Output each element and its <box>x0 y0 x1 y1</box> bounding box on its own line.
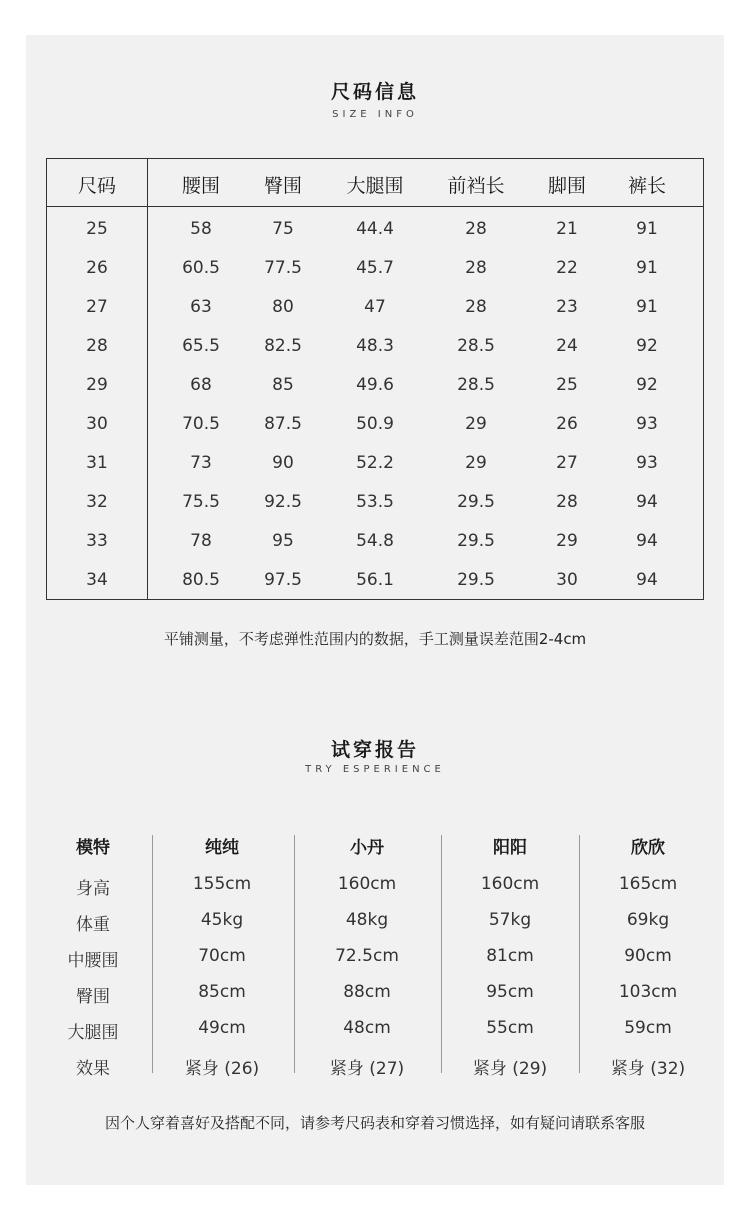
try-table-cell: 紧身 (32) <box>610 1059 686 1079</box>
size-table-cell: 24 <box>556 336 578 356</box>
try-table-cell: 70cm <box>198 946 246 966</box>
size-table-cell: 91 <box>636 258 658 278</box>
size-table-cell: 54.8 <box>356 531 394 551</box>
size-table-cell: 94 <box>636 492 658 512</box>
try-header-cell: 小丹 <box>350 838 384 858</box>
size-table-cell: 48.3 <box>356 336 394 356</box>
try-table-cell: 48kg <box>345 910 389 930</box>
try-table-divider <box>294 835 295 1073</box>
size-table-cell: 25 <box>86 219 108 239</box>
size-table-cell: 75.5 <box>182 492 220 512</box>
size-table-cell: 80.5 <box>182 570 220 590</box>
content-panel <box>26 35 724 1185</box>
size-table-cell: 27 <box>86 297 108 317</box>
size-table-divider-horizontal <box>47 206 703 207</box>
size-table-cell: 22 <box>556 258 578 278</box>
size-table-cell: 32 <box>86 492 108 512</box>
size-table-cell: 28 <box>465 219 487 239</box>
size-info-title: 尺码信息 <box>330 81 419 103</box>
try-table-cell: 95cm <box>486 982 534 1002</box>
size-table-cell: 26 <box>556 414 578 434</box>
try-header-cell: 模特 <box>76 838 110 858</box>
size-table-cell: 47 <box>364 297 386 317</box>
size-table-cell: 82.5 <box>264 336 302 356</box>
size-header-cell: 裤长 <box>627 175 667 197</box>
try-table-divider <box>579 835 580 1073</box>
try-table-cell: 紧身 (27) <box>329 1059 405 1079</box>
size-table-cell: 91 <box>636 297 658 317</box>
try-table-cell: 49cm <box>198 1018 246 1038</box>
try-table-cell: 55cm <box>486 1018 534 1038</box>
size-table-cell: 28 <box>465 258 487 278</box>
try-table-cell: 81cm <box>486 946 534 966</box>
size-table-cell: 28 <box>465 297 487 317</box>
size-table-cell: 30 <box>556 570 578 590</box>
size-table-cell: 91 <box>636 219 658 239</box>
size-header-cell: 脚围 <box>547 175 587 197</box>
try-table-cell: 紧身 (26) <box>184 1059 260 1079</box>
size-table-cell: 56.1 <box>356 570 394 590</box>
size-header-cell: 臀围 <box>263 175 303 197</box>
size-table-cell: 95 <box>272 531 294 551</box>
size-table-cell: 93 <box>636 453 658 473</box>
size-table-cell: 34 <box>86 570 108 590</box>
size-table-cell: 28 <box>86 336 108 356</box>
size-table-cell: 29 <box>465 453 487 473</box>
size-table-cell: 49.6 <box>356 375 394 395</box>
try-row-label: 效果 <box>76 1059 110 1079</box>
size-table-cell: 23 <box>556 297 578 317</box>
size-table-cell: 26 <box>86 258 108 278</box>
try-header-cell: 阳阳 <box>493 838 527 858</box>
size-table-cell: 53.5 <box>356 492 394 512</box>
try-table-cell: 57kg <box>488 910 532 930</box>
size-table-cell: 85 <box>272 375 294 395</box>
size-table-cell: 52.2 <box>356 453 394 473</box>
size-table-cell: 77.5 <box>264 258 302 278</box>
try-table-cell: 45kg <box>200 910 244 930</box>
size-table-cell: 70.5 <box>182 414 220 434</box>
try-table-cell: 155cm <box>192 874 252 894</box>
try-row-label: 臀围 <box>76 987 110 1007</box>
size-table-cell: 29.5 <box>457 531 495 551</box>
size-table-cell: 44.4 <box>356 219 394 239</box>
size-table-cell: 87.5 <box>264 414 302 434</box>
size-info-subtitle: SIZE INFO <box>332 109 418 120</box>
size-table-cell: 58 <box>190 219 212 239</box>
size-header-cell: 前裆长 <box>447 175 505 197</box>
try-table-cell: 165cm <box>618 874 678 894</box>
size-table-cell: 92.5 <box>264 492 302 512</box>
size-table-cell: 29 <box>86 375 108 395</box>
size-table-cell: 92 <box>636 336 658 356</box>
size-table-cell: 21 <box>556 219 578 239</box>
try-header-cell: 欣欣 <box>631 838 665 858</box>
try-table-cell: 90cm <box>624 946 672 966</box>
try-row-label: 身高 <box>76 879 110 899</box>
try-table-cell: 160cm <box>480 874 540 894</box>
size-table-cell: 93 <box>636 414 658 434</box>
try-table-cell: 160cm <box>337 874 397 894</box>
size-table-cell: 63 <box>190 297 212 317</box>
try-report-title: 试穿报告 <box>330 739 419 761</box>
size-table-cell: 29.5 <box>457 492 495 512</box>
size-table-cell: 78 <box>190 531 212 551</box>
try-row-label: 中腰围 <box>67 951 119 971</box>
size-table-cell: 33 <box>86 531 108 551</box>
try-table-cell: 48cm <box>343 1018 391 1038</box>
size-table-cell: 75 <box>272 219 294 239</box>
size-header-cell: 尺码 <box>77 175 117 197</box>
size-table-cell: 65.5 <box>182 336 220 356</box>
size-header-cell: 大腿围 <box>346 175 404 197</box>
try-table-cell: 85cm <box>198 982 246 1002</box>
size-header-cell: 腰围 <box>181 175 221 197</box>
size-table-cell: 90 <box>272 453 294 473</box>
size-table-cell: 29 <box>556 531 578 551</box>
size-table-cell: 45.7 <box>356 258 394 278</box>
try-table-cell: 59cm <box>624 1018 672 1038</box>
try-table-cell: 69kg <box>626 910 670 930</box>
size-table-cell: 28 <box>556 492 578 512</box>
size-table-cell: 25 <box>556 375 578 395</box>
size-table-cell: 31 <box>86 453 108 473</box>
size-table-cell: 28.5 <box>457 375 495 395</box>
size-table-cell: 80 <box>272 297 294 317</box>
try-table-divider <box>441 835 442 1073</box>
size-table-cell: 92 <box>636 375 658 395</box>
size-table <box>46 158 704 600</box>
size-table-cell: 30 <box>86 414 108 434</box>
try-row-label: 大腿围 <box>67 1023 119 1043</box>
size-table-cell: 94 <box>636 570 658 590</box>
size-note: 平铺测量，不考虑弹性范围内的数据，手工测量误差范围2-4cm <box>163 630 587 648</box>
try-table-divider <box>152 835 153 1073</box>
try-header-cell: 纯纯 <box>205 838 239 858</box>
size-table-cell: 73 <box>190 453 212 473</box>
size-table-cell: 68 <box>190 375 212 395</box>
try-note: 因个人穿着喜好及搭配不同，请参考尺码表和穿着习惯选择，如有疑问请联系客服 <box>104 1114 645 1132</box>
size-table-cell: 94 <box>636 531 658 551</box>
size-table-cell: 97.5 <box>264 570 302 590</box>
size-table-cell: 50.9 <box>356 414 394 434</box>
try-table-cell: 紧身 (29) <box>472 1059 548 1079</box>
size-table-cell: 29 <box>465 414 487 434</box>
size-table-cell: 28.5 <box>457 336 495 356</box>
try-row-label: 体重 <box>76 915 110 935</box>
size-table-cell: 60.5 <box>182 258 220 278</box>
try-report-subtitle: TRY ESPERIENCE <box>305 764 445 775</box>
size-table-cell: 29.5 <box>457 570 495 590</box>
size-table-cell: 27 <box>556 453 578 473</box>
try-table-cell: 88cm <box>343 982 391 1002</box>
try-table-cell: 72.5cm <box>335 946 399 966</box>
size-table-divider-vertical <box>147 159 148 599</box>
try-table-cell: 103cm <box>618 982 678 1002</box>
